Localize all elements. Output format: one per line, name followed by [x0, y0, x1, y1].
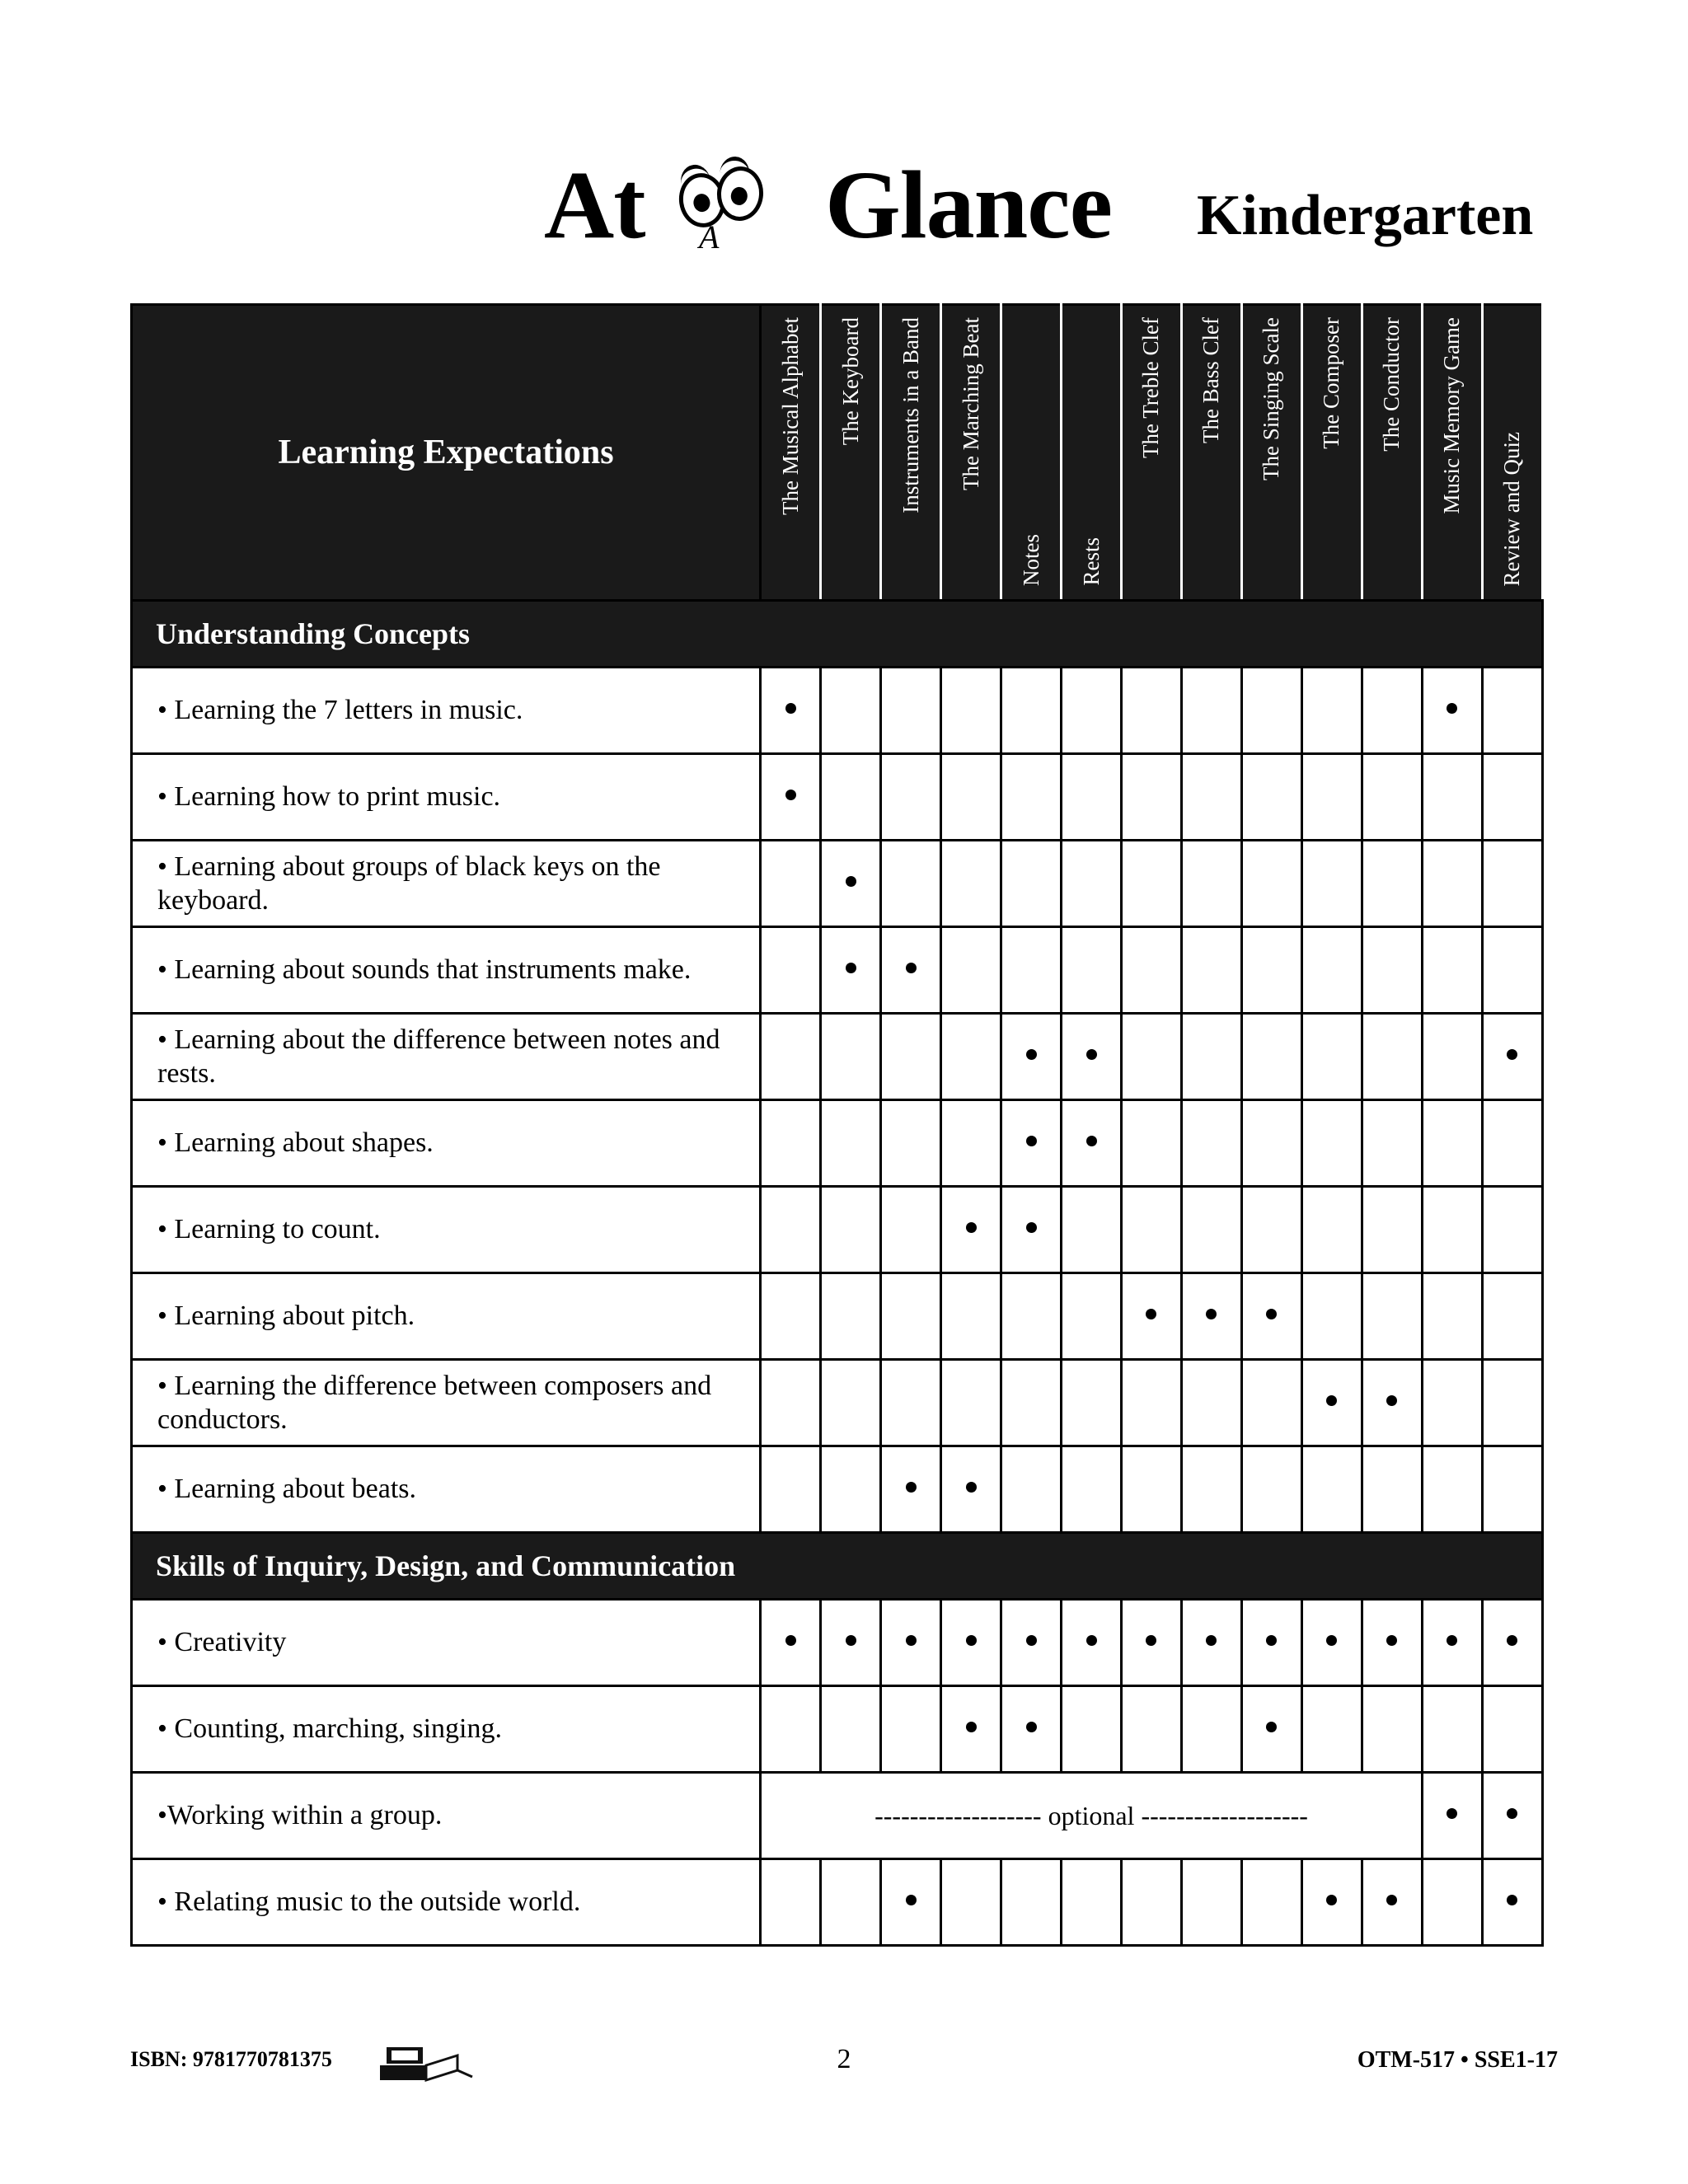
mark-cell[interactable] — [1001, 1859, 1062, 1946]
mark-cell[interactable] — [1181, 1187, 1241, 1273]
mark-cell[interactable] — [761, 1273, 821, 1360]
mark-cell[interactable] — [1301, 927, 1362, 1014]
mark-cell[interactable] — [1482, 1773, 1542, 1859]
mark-cell[interactable] — [1241, 1446, 1301, 1533]
mark-dot-icon — [1026, 1635, 1037, 1646]
mark-cell[interactable] — [1241, 1686, 1301, 1773]
mark-cell[interactable] — [1001, 1686, 1062, 1773]
table-row — [132, 1600, 1543, 1686]
mark-cell[interactable] — [761, 1600, 821, 1686]
mark-cell[interactable] — [941, 754, 1001, 841]
column-header-music-memory-game — [1422, 305, 1482, 601]
mark-cell[interactable] — [1122, 1273, 1182, 1360]
mark-cell[interactable] — [881, 927, 941, 1014]
mark-cell[interactable] — [1482, 1446, 1542, 1533]
mark-cell[interactable] — [1362, 1859, 1422, 1946]
table-row — [132, 668, 1543, 754]
mark-cell[interactable] — [821, 668, 881, 754]
mark-cell[interactable] — [1181, 927, 1241, 1014]
mark-cell[interactable] — [1422, 1360, 1482, 1446]
mark-cell[interactable] — [1122, 1446, 1182, 1533]
mark-cell[interactable] — [821, 1360, 881, 1446]
mark-cell[interactable] — [941, 841, 1001, 927]
mark-dot-icon — [1146, 1309, 1156, 1319]
mark-cell[interactable] — [1422, 1446, 1482, 1533]
mark-cell[interactable] — [1062, 668, 1122, 754]
mark-dot-icon — [1507, 1635, 1517, 1646]
table-row — [132, 1100, 1543, 1187]
table-row — [132, 1773, 1543, 1859]
mark-dot-icon — [966, 1222, 977, 1233]
product-code: OTM-517 • SSE1-17 — [1357, 2047, 1558, 2073]
page-title — [544, 151, 1112, 259]
mark-cell[interactable] — [941, 1273, 1001, 1360]
mark-cell[interactable] — [1001, 1360, 1062, 1446]
mark-cell[interactable] — [821, 1014, 881, 1100]
column-header-label: Instruments in a Band — [898, 317, 923, 513]
mark-cell[interactable] — [1241, 1014, 1301, 1100]
expectation-label: • Learning about groups of black keys on the keyboard. — [132, 841, 761, 927]
mark-dot-icon — [966, 1722, 977, 1732]
mark-cell[interactable] — [881, 1100, 941, 1187]
mark-cell[interactable] — [881, 1014, 941, 1100]
mark-cell[interactable] — [1362, 1014, 1422, 1100]
mark-cell[interactable] — [881, 1600, 941, 1686]
mark-cell[interactable] — [1362, 1600, 1422, 1686]
mark-cell[interactable] — [1362, 841, 1422, 927]
mark-cell[interactable] — [1301, 1360, 1362, 1446]
mark-dot-icon — [1026, 1722, 1037, 1732]
mark-cell[interactable] — [1001, 841, 1062, 927]
mark-cell[interactable] — [1422, 1859, 1482, 1946]
column-header-learning-expectations: Learning Expectations — [132, 305, 761, 601]
mark-cell[interactable] — [1122, 1014, 1182, 1100]
mark-dot-icon — [1326, 1635, 1337, 1646]
mark-cell[interactable] — [1482, 668, 1542, 754]
mark-dot-icon — [1266, 1635, 1277, 1646]
mark-cell[interactable] — [821, 1100, 881, 1187]
column-header-the-treble-clef — [1122, 305, 1182, 601]
mark-cell[interactable] — [761, 841, 821, 927]
mark-cell[interactable] — [1422, 1773, 1482, 1859]
mark-dot-icon — [785, 790, 796, 800]
mark-cell[interactable] — [1241, 1600, 1301, 1686]
mark-cell[interactable] — [821, 754, 881, 841]
table-row — [132, 1360, 1543, 1446]
mark-cell[interactable] — [1362, 1360, 1422, 1446]
mark-dot-icon — [1447, 703, 1457, 714]
mark-cell[interactable] — [1001, 754, 1062, 841]
mark-cell[interactable] — [1181, 1273, 1241, 1360]
mark-dot-icon — [1206, 1635, 1217, 1646]
table-row — [132, 754, 1543, 841]
section-heading-row — [132, 601, 1543, 668]
mark-dot-icon — [1086, 1049, 1097, 1060]
mark-cell[interactable] — [941, 927, 1001, 1014]
mark-cell[interactable] — [1362, 1100, 1422, 1187]
mark-dot-icon — [1447, 1808, 1457, 1819]
column-header-label: The Conductor — [1379, 317, 1404, 452]
mark-cell[interactable] — [761, 1187, 821, 1273]
table-header-row — [132, 305, 1543, 601]
mark-cell[interactable] — [1301, 1187, 1362, 1273]
mark-cell[interactable] — [1482, 841, 1542, 927]
mark-cell[interactable] — [1001, 668, 1062, 754]
mark-cell[interactable] — [761, 1360, 821, 1446]
mark-dot-icon — [1326, 1895, 1337, 1905]
mark-dot-icon — [1266, 1309, 1277, 1319]
mark-cell[interactable] — [1422, 1600, 1482, 1686]
mark-cell[interactable] — [941, 1360, 1001, 1446]
mark-cell[interactable] — [1241, 668, 1301, 754]
section-heading-row — [132, 1533, 1543, 1600]
table-row — [132, 1859, 1543, 1946]
mark-cell[interactable] — [821, 927, 881, 1014]
mark-dot-icon — [846, 1635, 856, 1646]
mark-cell[interactable] — [1181, 1014, 1241, 1100]
column-header-label: Review and Quiz — [1499, 431, 1525, 586]
mark-cell[interactable] — [1122, 1859, 1182, 1946]
mark-cell[interactable] — [881, 1273, 941, 1360]
mark-cell[interactable] — [1422, 1273, 1482, 1360]
column-header-the-keyboard — [821, 305, 881, 601]
mark-dot-icon — [1507, 1808, 1517, 1819]
mark-cell[interactable] — [1181, 841, 1241, 927]
expectation-label: • Learning the difference between composers and conductors. — [132, 1360, 761, 1446]
mark-cell[interactable] — [1181, 1859, 1241, 1946]
mark-cell[interactable] — [1122, 668, 1182, 754]
column-header-the-bass-clef — [1181, 305, 1241, 601]
mark-dot-icon — [1507, 1895, 1517, 1905]
column-header-label: The Singing Scale — [1259, 317, 1284, 480]
mark-dot-icon — [1026, 1222, 1037, 1233]
mark-cell[interactable] — [1301, 1100, 1362, 1187]
table-row — [132, 841, 1543, 927]
mark-dot-icon — [966, 1635, 977, 1646]
mark-cell[interactable] — [1482, 1686, 1542, 1773]
mark-cell[interactable] — [1362, 1273, 1422, 1360]
mark-cell[interactable] — [941, 1014, 1001, 1100]
mark-cell[interactable] — [1241, 1187, 1301, 1273]
mark-cell[interactable] — [1301, 1600, 1362, 1686]
expectation-label: • Learning the 7 letters in music. — [132, 668, 761, 754]
mark-cell[interactable] — [1122, 841, 1182, 927]
mark-cell[interactable] — [1181, 668, 1241, 754]
mark-cell[interactable] — [1362, 754, 1422, 841]
mark-cell[interactable] — [941, 1600, 1001, 1686]
mark-cell[interactable] — [941, 668, 1001, 754]
mark-cell[interactable] — [1422, 754, 1482, 841]
mark-cell[interactable] — [881, 668, 941, 754]
mark-dot-icon — [846, 876, 856, 887]
mark-cell[interactable] — [1062, 754, 1122, 841]
expectation-label: • Learning about pitch. — [132, 1273, 761, 1360]
mark-cell[interactable] — [941, 1100, 1001, 1187]
mark-cell[interactable] — [1362, 1187, 1422, 1273]
mark-cell[interactable] — [1241, 927, 1301, 1014]
mark-cell[interactable] — [1301, 1014, 1362, 1100]
mark-cell[interactable] — [1062, 1273, 1122, 1360]
column-header-label: Music Memory Game — [1439, 317, 1465, 514]
title-glance-text: Glance — [825, 151, 1112, 259]
mark-cell[interactable] — [1241, 1859, 1301, 1946]
table-row — [132, 1187, 1543, 1273]
expectation-label: • Learning about sounds that instruments make. — [132, 927, 761, 1014]
column-header-label: The Keyboard — [837, 317, 863, 446]
mark-cell[interactable] — [941, 1859, 1001, 1946]
section-heading: Skills of Inquiry, Design, and Communication — [132, 1533, 1543, 1600]
mark-dot-icon — [1026, 1049, 1037, 1060]
table-row — [132, 1014, 1543, 1100]
mark-cell[interactable] — [1062, 1187, 1122, 1273]
mark-cell[interactable] — [1122, 1187, 1182, 1273]
optional-span-note: ------------------- optional ------------------- — [761, 1773, 1423, 1859]
table-row — [132, 1273, 1543, 1360]
mark-cell[interactable] — [1482, 927, 1542, 1014]
logo-letter-a: A — [699, 218, 720, 255]
expectation-label: • Counting, marching, singing. — [132, 1686, 761, 1773]
mark-cell[interactable] — [1482, 1273, 1542, 1360]
mark-cell[interactable] — [881, 1187, 941, 1273]
table-row — [132, 1686, 1543, 1773]
mark-cell[interactable] — [1062, 1446, 1122, 1533]
column-header-label: The Bass Clef — [1198, 317, 1224, 443]
column-header-label: The Musical Alphabet — [777, 317, 803, 515]
mark-cell[interactable] — [1181, 1686, 1241, 1773]
expectation-label: • Learning how to print music. — [132, 754, 761, 841]
mark-dot-icon — [785, 703, 796, 714]
mark-cell[interactable] — [881, 1446, 941, 1533]
mark-cell[interactable] — [1422, 1100, 1482, 1187]
mark-cell[interactable] — [1241, 1100, 1301, 1187]
table-row — [132, 927, 1543, 1014]
mark-cell[interactable] — [1062, 841, 1122, 927]
mark-cell[interactable] — [1482, 754, 1542, 841]
mark-cell[interactable] — [1301, 1859, 1362, 1946]
isbn-text: ISBN: 9781770781375 — [130, 2047, 332, 2071]
mark-cell[interactable] — [821, 1859, 881, 1946]
mark-cell[interactable] — [1422, 927, 1482, 1014]
mark-cell[interactable] — [821, 1686, 881, 1773]
expectations-table-wrap — [130, 303, 1544, 1947]
column-header-the-conductor — [1362, 305, 1422, 601]
mark-dot-icon — [1386, 1395, 1397, 1406]
mark-cell[interactable] — [1181, 1446, 1241, 1533]
mark-cell[interactable] — [1181, 1100, 1241, 1187]
mark-cell[interactable] — [761, 1859, 821, 1946]
table-row — [132, 1446, 1543, 1533]
mark-dot-icon — [1146, 1635, 1156, 1646]
mark-cell[interactable] — [1001, 1187, 1062, 1273]
mark-cell[interactable] — [941, 1446, 1001, 1533]
mark-cell[interactable] — [1422, 1686, 1482, 1773]
mark-cell[interactable] — [881, 1686, 941, 1773]
mark-cell[interactable] — [1122, 1100, 1182, 1187]
mark-cell[interactable] — [1001, 1100, 1062, 1187]
mark-dot-icon — [966, 1482, 977, 1493]
mark-cell[interactable] — [1062, 1014, 1122, 1100]
column-header-the-composer — [1301, 305, 1362, 601]
title-at-text: At — [544, 151, 645, 259]
mark-cell[interactable] — [761, 754, 821, 841]
mark-cell[interactable] — [1301, 1686, 1362, 1773]
mark-cell[interactable] — [1301, 668, 1362, 754]
expectation-label: • Learning to count. — [132, 1187, 761, 1273]
mark-cell[interactable] — [1301, 841, 1362, 927]
mark-cell[interactable] — [1001, 1446, 1062, 1533]
mark-cell[interactable] — [1241, 1360, 1301, 1446]
mark-cell[interactable] — [1482, 1187, 1542, 1273]
mark-cell[interactable] — [1062, 1686, 1122, 1773]
column-header-label: The Marching Beat — [958, 317, 983, 490]
column-header-the-marching-beat — [941, 305, 1001, 601]
grade-label: Kindergarten — [1197, 184, 1534, 247]
expectations-table — [130, 303, 1544, 1947]
mark-cell[interactable] — [1122, 754, 1182, 841]
mark-cell[interactable] — [881, 754, 941, 841]
column-header-label: Rests — [1078, 537, 1104, 586]
column-header-label: The Composer — [1319, 317, 1344, 449]
mark-dot-icon — [906, 1635, 917, 1646]
mark-cell[interactable] — [761, 668, 821, 754]
mark-cell[interactable] — [1001, 927, 1062, 1014]
expectation-label: • Creativity — [132, 1600, 761, 1686]
page-footer — [0, 2037, 1688, 2111]
mark-cell[interactable] — [1122, 1686, 1182, 1773]
mark-cell[interactable] — [1301, 1446, 1362, 1533]
mark-cell[interactable] — [821, 1187, 881, 1273]
mark-cell[interactable] — [761, 1686, 821, 1773]
mark-cell[interactable] — [1241, 841, 1301, 927]
page-title-area — [0, 74, 1688, 264]
mark-cell[interactable] — [941, 1686, 1001, 1773]
mark-cell[interactable] — [821, 1446, 881, 1533]
mark-cell[interactable] — [1362, 668, 1422, 754]
column-header-the-musical-alphabet — [761, 305, 821, 601]
mark-dot-icon — [1507, 1049, 1517, 1060]
eyes-logo-icon — [676, 155, 767, 254]
expectation-label: • Learning about the difference between notes and rests. — [132, 1014, 761, 1100]
mark-dot-icon — [1266, 1722, 1277, 1732]
column-header-review-and-quiz — [1482, 305, 1542, 601]
mark-dot-icon — [1206, 1309, 1217, 1319]
column-header-instruments-in-a-band — [881, 305, 941, 601]
mark-cell[interactable] — [1241, 754, 1301, 841]
mark-cell[interactable] — [1062, 1100, 1122, 1187]
mark-cell[interactable] — [821, 1273, 881, 1360]
mark-cell[interactable] — [1062, 1859, 1122, 1946]
mark-dot-icon — [1086, 1635, 1097, 1646]
column-header-the-singing-scale — [1241, 305, 1301, 601]
mark-cell[interactable] — [761, 1446, 821, 1533]
mark-cell[interactable] — [761, 1014, 821, 1100]
mark-cell[interactable] — [1122, 1360, 1182, 1446]
mark-cell[interactable] — [1062, 1360, 1122, 1446]
mark-cell[interactable] — [1301, 1273, 1362, 1360]
mark-cell[interactable] — [1482, 1600, 1542, 1686]
expectation-label: • Relating music to the outside world. — [132, 1859, 761, 1946]
mark-cell[interactable] — [1422, 1187, 1482, 1273]
mark-cell[interactable] — [1422, 668, 1482, 754]
mark-cell[interactable] — [1482, 1100, 1542, 1187]
mark-cell[interactable] — [1422, 1014, 1482, 1100]
expectation-label: •Working within a group. — [132, 1773, 761, 1859]
mark-cell[interactable] — [1362, 1686, 1422, 1773]
expectation-label: • Learning about beats. — [132, 1446, 761, 1533]
mark-dot-icon — [1026, 1136, 1037, 1146]
mark-cell[interactable] — [1181, 1360, 1241, 1446]
mark-cell[interactable] — [881, 1859, 941, 1946]
mark-cell[interactable] — [1001, 1014, 1062, 1100]
mark-cell[interactable] — [1181, 754, 1241, 841]
expectation-label: • Learning about shapes. — [132, 1100, 761, 1187]
column-header-label: The Treble Clef — [1138, 317, 1164, 458]
section-heading: Understanding Concepts — [132, 601, 1543, 668]
mark-cell[interactable] — [1241, 1273, 1301, 1360]
mark-dot-icon — [1326, 1395, 1337, 1406]
mark-dot-icon — [1447, 1635, 1457, 1646]
mark-cell[interactable] — [1122, 1600, 1182, 1686]
mark-cell[interactable] — [821, 1600, 881, 1686]
column-header-notes — [1001, 305, 1062, 601]
mark-cell[interactable] — [1122, 927, 1182, 1014]
mark-cell[interactable] — [1062, 927, 1122, 1014]
mark-cell[interactable] — [1362, 1446, 1422, 1533]
mark-dot-icon — [1386, 1895, 1397, 1905]
mark-cell[interactable] — [1001, 1273, 1062, 1360]
mark-cell[interactable] — [821, 841, 881, 927]
mark-dot-icon — [906, 963, 917, 973]
mark-cell[interactable] — [761, 927, 821, 1014]
mark-dot-icon — [1386, 1635, 1397, 1646]
mark-cell[interactable] — [1422, 841, 1482, 927]
page-number: 2 — [837, 2044, 851, 2074]
mark-dot-icon — [846, 963, 856, 973]
mark-cell[interactable] — [881, 841, 941, 927]
mark-cell[interactable] — [761, 1100, 821, 1187]
mark-cell[interactable] — [881, 1360, 941, 1446]
mark-cell[interactable] — [1001, 1600, 1062, 1686]
mark-dot-icon — [906, 1895, 917, 1905]
mark-dot-icon — [785, 1635, 796, 1646]
mark-cell[interactable] — [1482, 1859, 1542, 1946]
mark-cell[interactable] — [1482, 1360, 1542, 1446]
column-header-label: Notes — [1018, 534, 1043, 586]
mark-cell[interactable] — [1062, 1600, 1122, 1686]
mark-dot-icon — [906, 1482, 917, 1493]
mark-cell[interactable] — [1181, 1600, 1241, 1686]
mark-dot-icon — [1086, 1136, 1097, 1146]
mark-cell[interactable] — [1482, 1014, 1542, 1100]
mark-cell[interactable] — [941, 1187, 1001, 1273]
column-header-rests — [1062, 305, 1122, 601]
mark-cell[interactable] — [1301, 754, 1362, 841]
mark-cell[interactable] — [1362, 927, 1422, 1014]
